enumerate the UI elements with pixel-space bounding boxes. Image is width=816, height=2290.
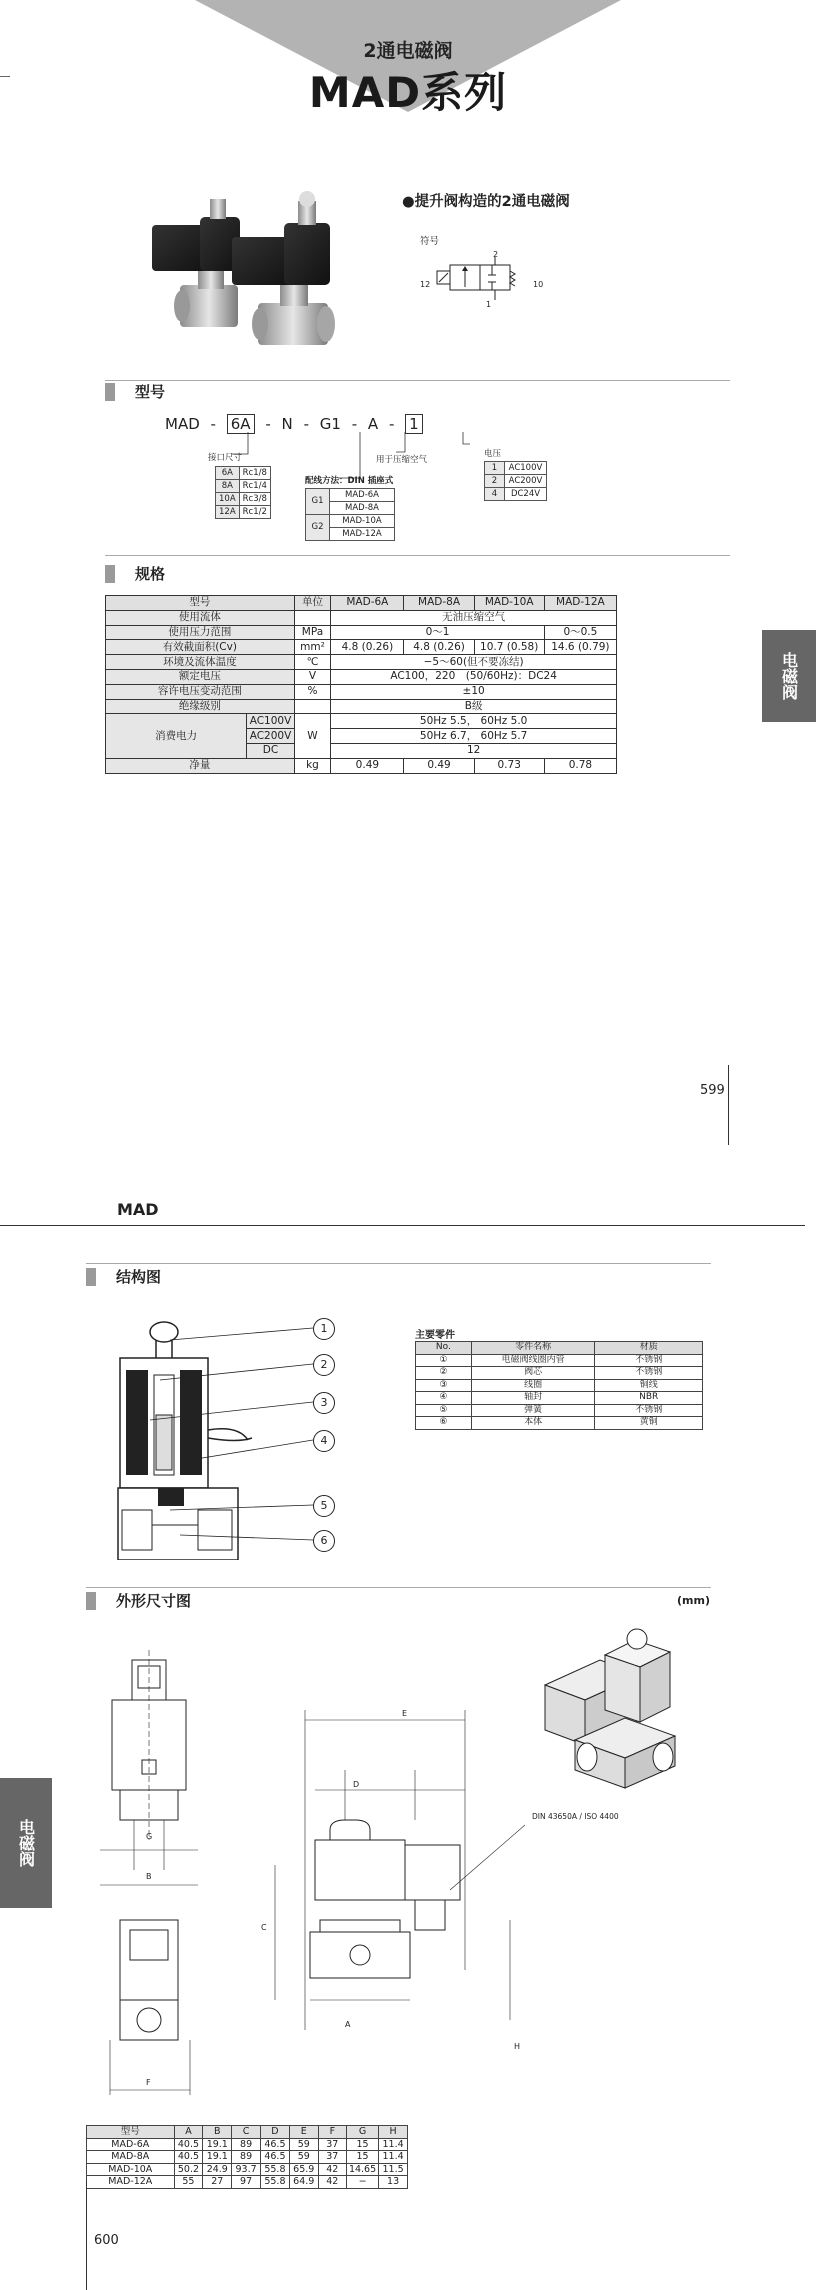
table-cell: 55.8: [261, 2176, 290, 2189]
table-cell: 89: [232, 2151, 261, 2164]
media-label: 用于压缩空气: [376, 455, 428, 465]
table-cell: 线圈: [471, 1379, 595, 1392]
table-cell: DC: [247, 743, 294, 758]
table-cell: 阀芯: [471, 1367, 595, 1380]
front-views-drawing: [90, 1640, 200, 2100]
header-title: MAD系列: [308, 68, 508, 117]
code-dash: -: [265, 415, 271, 433]
table-cell: MAD-8A: [330, 502, 395, 515]
table-cell: MPa: [294, 625, 331, 640]
table-cell: ③: [416, 1379, 472, 1392]
table-cell: C: [232, 2126, 261, 2139]
section-rule: [86, 1263, 711, 1264]
table-cell: MAD-10A: [474, 596, 544, 611]
dim-letter-f: F: [146, 2078, 151, 2087]
table-cell: 弹簧: [471, 1404, 595, 1417]
bottom-header-rule: [0, 1225, 805, 1226]
callout-5: 5: [313, 1495, 335, 1517]
dim-letter-d: D: [353, 1780, 360, 1789]
table-cell: 55: [174, 2176, 203, 2189]
code-dash: -: [303, 415, 309, 433]
wiring-label: 配线方法：DIN 插座式: [305, 476, 394, 486]
spec-heading: 规格: [135, 565, 166, 583]
table-cell: kg: [294, 758, 331, 773]
table-cell: 不锈钢: [595, 1354, 703, 1367]
callout-2: 2: [313, 1354, 335, 1376]
code-wiring: G1: [319, 415, 341, 433]
table-cell: 13: [379, 2176, 408, 2189]
table-cell: Rc3/8: [239, 493, 270, 506]
code-dash: -: [388, 415, 395, 433]
table-cell: MAD-10A: [87, 2163, 175, 2176]
table-cell: 绝缘级别: [106, 699, 295, 714]
table-cell: 电磁阀线圈内管: [471, 1354, 595, 1367]
isometric-drawing: [535, 1625, 685, 1795]
table-cell: AC100V: [247, 714, 294, 729]
table-cell: 19.1: [203, 2151, 232, 2164]
table-cell: 24.9: [203, 2163, 232, 2176]
voltage-label: 电压: [484, 449, 502, 459]
table-cell: 0～1: [331, 625, 545, 640]
table-cell: 97: [232, 2176, 261, 2189]
dim-letter-h: H: [514, 2042, 521, 2051]
table-cell: 15: [346, 2138, 378, 2151]
voltage-table: [484, 461, 547, 501]
symbol-port1: 1: [486, 300, 492, 309]
dim-letter-e: E: [402, 1709, 408, 1718]
table-cell: 型号: [106, 596, 295, 611]
table-cell: 使用压力范围: [106, 625, 295, 640]
page-number-top: 599: [700, 1083, 725, 1098]
table-cell: 无油压缩空气: [331, 610, 617, 625]
valve-symbol: [415, 245, 550, 310]
page-divider: [728, 1065, 729, 1145]
table-cell: B级: [331, 699, 617, 714]
dimensions-section-header: [86, 1592, 286, 1610]
table-cell: 65.9: [289, 2163, 318, 2176]
dim-letter-c: C: [261, 1923, 267, 1932]
table-cell: V: [294, 669, 331, 684]
dimensions-unit: (mm): [677, 1594, 710, 1607]
callout-1: 1: [313, 1318, 335, 1340]
table-cell: 11.4: [379, 2138, 408, 2151]
table-cell: 12A: [216, 506, 240, 519]
table-cell: MAD-6A: [331, 596, 404, 611]
table-cell: MAD-12A: [87, 2176, 175, 2189]
table-cell: 11.4: [379, 2151, 408, 2164]
side-tab-right[interactable]: 电磁阀: [762, 630, 816, 722]
table-cell: D: [261, 2126, 290, 2139]
product-photo: [140, 185, 350, 350]
table-cell: 有效截面积(Cv): [106, 640, 295, 655]
callout-6: 6: [313, 1530, 335, 1552]
table-cell: 0～0.5: [544, 625, 616, 640]
table-cell: 消费电力: [106, 714, 247, 758]
table-cell: 使用流体: [106, 610, 295, 625]
table-cell: AC200V: [505, 475, 547, 488]
dimensions-heading: 外形尺寸图: [116, 1592, 192, 1610]
table-cell: 零件名称: [471, 1342, 595, 1355]
table-cell: 14.6 (0.79): [544, 640, 616, 655]
table-cell: 55.8: [261, 2163, 290, 2176]
spec-table: [105, 595, 617, 774]
table-cell: 铜线: [595, 1379, 703, 1392]
structure-heading: 结构图: [116, 1268, 162, 1286]
port-size-table: [215, 466, 271, 519]
table-cell: 15: [346, 2151, 378, 2164]
table-cell: Rc1/2: [239, 506, 270, 519]
table-cell: mm²: [294, 640, 331, 655]
symbol-port2: 2: [493, 250, 499, 259]
table-cell: G1: [306, 489, 330, 515]
model-code: [165, 414, 423, 434]
table-cell: No.: [416, 1342, 472, 1355]
table-cell: 环境及流体温度: [106, 655, 295, 670]
table-cell: 6A: [216, 467, 240, 480]
table-cell: MAD-10A: [330, 515, 395, 528]
code-n: N: [281, 415, 293, 433]
table-cell: Rc1/4: [239, 480, 270, 493]
code-voltage: 1: [405, 414, 423, 434]
table-cell: 净量: [106, 758, 295, 773]
table-cell: 59: [289, 2151, 318, 2164]
table-cell: AC100V: [505, 462, 547, 475]
structure-section-header: [86, 1268, 286, 1286]
callout-3: 3: [313, 1392, 335, 1414]
table-cell: 19.1: [203, 2138, 232, 2151]
table-cell: −: [346, 2176, 378, 2189]
port-size-label: 接口尺寸: [208, 453, 243, 463]
table-cell: NBR: [595, 1392, 703, 1405]
table-cell: [294, 699, 331, 714]
table-cell: 轴封: [471, 1392, 595, 1405]
code-series: MAD: [165, 415, 200, 433]
callout-4: 4: [313, 1430, 335, 1452]
table-cell: 59: [289, 2138, 318, 2151]
table-cell: 12: [331, 743, 617, 758]
table-cell: ①: [416, 1354, 472, 1367]
code-media: A: [367, 415, 379, 433]
table-cell: 1: [485, 462, 505, 475]
spec-section-header: [105, 565, 305, 583]
table-cell: 42: [318, 2163, 346, 2176]
table-cell: MAD-8A: [87, 2151, 175, 2164]
table-cell: ④: [416, 1392, 472, 1405]
table-cell: B: [203, 2126, 232, 2139]
table-cell: G2: [306, 515, 330, 541]
table-cell: 4.8 (0.26): [404, 640, 474, 655]
section-rule: [105, 380, 730, 381]
table-cell: 2: [485, 475, 505, 488]
wiring-table: [305, 488, 395, 541]
table-cell: DC24V: [505, 488, 547, 501]
table-cell: 额定电压: [106, 669, 295, 684]
table-cell: 8A: [216, 480, 240, 493]
table-cell: E: [289, 2126, 318, 2139]
table-cell: 不锈钢: [595, 1404, 703, 1417]
table-cell: W: [294, 714, 331, 758]
table-cell: 0.78: [544, 758, 616, 773]
bottom-header: MAD: [117, 1200, 159, 1219]
table-cell: 27: [203, 2176, 232, 2189]
table-cell: G: [346, 2126, 378, 2139]
side-tab-left[interactable]: 电磁阀: [0, 1778, 52, 1908]
dim-letter-a: A: [345, 2020, 351, 2029]
table-cell: 材质: [595, 1342, 703, 1355]
section-rule: [86, 1587, 711, 1588]
model-heading: 型号: [135, 383, 166, 401]
table-cell: −5～60(但不要冻结): [331, 655, 617, 670]
table-cell: AC100，220 (50/60Hz)：DC24: [331, 669, 617, 684]
table-cell: MAD-12A: [330, 528, 395, 541]
table-cell: MAD-12A: [544, 596, 616, 611]
table-cell: ±10: [331, 684, 617, 699]
table-cell: 不锈钢: [595, 1367, 703, 1380]
table-cell: ⑤: [416, 1404, 472, 1417]
parts-table: [415, 1341, 703, 1430]
table-cell: 93.7: [232, 2163, 261, 2176]
parts-title: 主要零件: [415, 1330, 455, 1341]
table-cell: 40.5: [174, 2138, 203, 2151]
table-cell: 10.7 (0.58): [474, 640, 544, 655]
table-cell: A: [174, 2126, 203, 2139]
table-cell: 10A: [216, 493, 240, 506]
code-port: 6A: [227, 414, 255, 434]
table-cell: 型号: [87, 2126, 175, 2139]
symbol-port10: 10: [533, 280, 544, 289]
table-cell: 37: [318, 2151, 346, 2164]
table-cell: 42: [318, 2176, 346, 2189]
symbol-label: 符号: [420, 236, 440, 247]
table-cell: 0.49: [404, 758, 474, 773]
page-number-bottom: 600: [94, 2233, 119, 2248]
table-cell: 11.5: [379, 2163, 408, 2176]
header-subtitle: 2通电磁阀: [363, 40, 453, 62]
table-cell: 4: [485, 488, 505, 501]
table-cell: 单位: [294, 596, 331, 611]
table-cell: 64.9: [289, 2176, 318, 2189]
table-cell: 50Hz 6.7， 60Hz 5.7: [331, 729, 617, 744]
table-cell: 本体: [471, 1417, 595, 1430]
table-cell: 50Hz 5.5， 60Hz 5.0: [331, 714, 617, 729]
code-dash: -: [351, 415, 358, 433]
dim-letter-g: G: [146, 1832, 153, 1841]
side-view-drawing: [265, 1700, 525, 2050]
table-cell: [294, 610, 331, 625]
table-cell: 37: [318, 2138, 346, 2151]
table-cell: 0.49: [331, 758, 404, 773]
model-section-header: [105, 383, 305, 401]
din-label: DIN 43650A / ISO 4400: [532, 1812, 619, 1821]
table-cell: 46.5: [261, 2151, 290, 2164]
feature-text: ●提升阀构造的2通电磁阀: [402, 194, 570, 210]
table-cell: H: [379, 2126, 408, 2139]
dimension-table: [86, 2125, 408, 2189]
table-cell: 4.8 (0.26): [331, 640, 404, 655]
table-cell: %: [294, 684, 331, 699]
page-divider-bottom: [86, 2180, 87, 2290]
table-cell: 黄铜: [595, 1417, 703, 1430]
table-cell: 40.5: [174, 2151, 203, 2164]
table-cell: 46.5: [261, 2138, 290, 2151]
table-cell: ②: [416, 1367, 472, 1380]
table-cell: 89: [232, 2138, 261, 2151]
table-cell: F: [318, 2126, 346, 2139]
section-rule: [105, 555, 730, 556]
table-cell: 0.73: [474, 758, 544, 773]
table-cell: MAD-8A: [404, 596, 474, 611]
table-cell: Rc1/8: [239, 467, 270, 480]
table-cell: MAD-6A: [330, 489, 395, 502]
table-cell: 14.65: [346, 2163, 378, 2176]
table-cell: 50.2: [174, 2163, 203, 2176]
dim-letter-b: B: [146, 1872, 152, 1881]
table-cell: 容许电压变动范围: [106, 684, 295, 699]
code-dash: -: [210, 415, 216, 433]
table-cell: MAD-6A: [87, 2138, 175, 2151]
table-cell: ⑥: [416, 1417, 472, 1430]
table-cell: ℃: [294, 655, 331, 670]
symbol-port12: 12: [420, 280, 431, 289]
table-cell: AC200V: [247, 729, 294, 744]
